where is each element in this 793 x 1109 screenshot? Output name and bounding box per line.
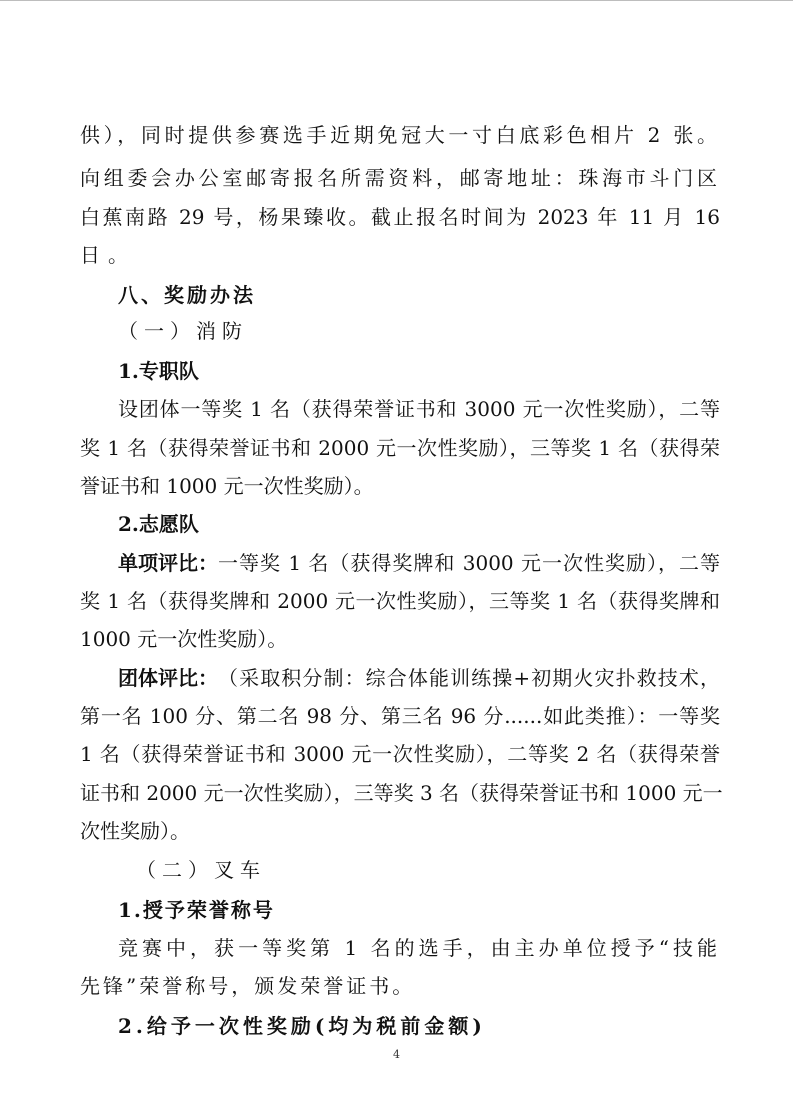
paragraph-line: 证书和 2000 元一次性奖励），三等奖 3 名（获得荣誉证书和 1000 元一 bbox=[80, 781, 723, 805]
team-eval-label: 团体评比： bbox=[118, 666, 218, 690]
paragraph-line: 次性奖励）。 bbox=[80, 819, 190, 843]
paragraph-line: 1 名（获得荣誉证书和 3000 元一次性奖励），二等奖 2 名（获得荣誉 bbox=[80, 742, 720, 766]
sub-heading-forklift: （二）叉车 bbox=[136, 858, 266, 882]
item-title-honor: 1.授予荣誉称号 bbox=[118, 898, 275, 922]
paragraph-line: 设团体一等奖 1 名（获得荣誉证书和 3000 元一次性奖励），二等 bbox=[118, 397, 720, 421]
paragraph-line: 供），同时提供参赛选手近期免冠大一寸白底彩色相片 2 张。 bbox=[80, 123, 720, 147]
paragraph-line: 1000 元一次性奖励）。 bbox=[80, 627, 288, 651]
paragraph-line: 誉证书和 1000 元一次性奖励）。 bbox=[80, 474, 374, 498]
single-eval-label: 单项评比： bbox=[118, 551, 218, 575]
paragraph-line: 向组委会办公室邮寄报名所需资料，邮寄地址：珠海市斗门区 bbox=[80, 166, 720, 190]
team-eval-line bbox=[118, 659, 720, 697]
paragraph-line: 日。 bbox=[80, 243, 136, 267]
paragraph-line: 先锋”荣誉称号，颁发荣誉证书。 bbox=[80, 974, 416, 998]
paragraph-line: 一等奖 1 名（获得奖牌和 3000 元一次性奖励），二等 bbox=[218, 551, 720, 575]
paragraph-line: 奖 1 名（获得奖牌和 2000 元一次性奖励），三等奖 1 名（获得奖牌和 bbox=[80, 589, 720, 613]
page-number: 4 bbox=[393, 1048, 400, 1061]
section-heading: 八、奖励办法 bbox=[118, 283, 256, 307]
sub-heading-firefighting: （一）消防 bbox=[118, 319, 248, 343]
paragraph-line: 竞赛中，获一等奖第 1 名的选手，由主办单位授予“技能 bbox=[118, 936, 720, 960]
single-eval-line bbox=[118, 544, 720, 582]
paragraph-line: （采取积分制：综合体能训练操+初期火灾扑救技术， bbox=[218, 666, 720, 690]
item-title-bonus: 2.给予一次性奖励(均为税前金额) bbox=[118, 1014, 486, 1038]
paragraph-line: 白蕉南路 29 号，杨果臻收。截止报名时间为 2023 年 11 月 16 bbox=[80, 205, 720, 229]
item-title-volunteer-team: 2.志愿队 bbox=[118, 512, 199, 536]
item-title-fulltime-team: 1.专职队 bbox=[118, 359, 199, 383]
paragraph-line: 奖 1 名（获得荣誉证书和 2000 元一次性奖励），三等奖 1 名（获得荣 bbox=[80, 436, 720, 460]
page-top-border bbox=[0, 0, 793, 1]
paragraph-line: 第一名 100 分、第二名 98 分、第三名 96 分......如此类推）：一等奖 bbox=[80, 704, 720, 728]
